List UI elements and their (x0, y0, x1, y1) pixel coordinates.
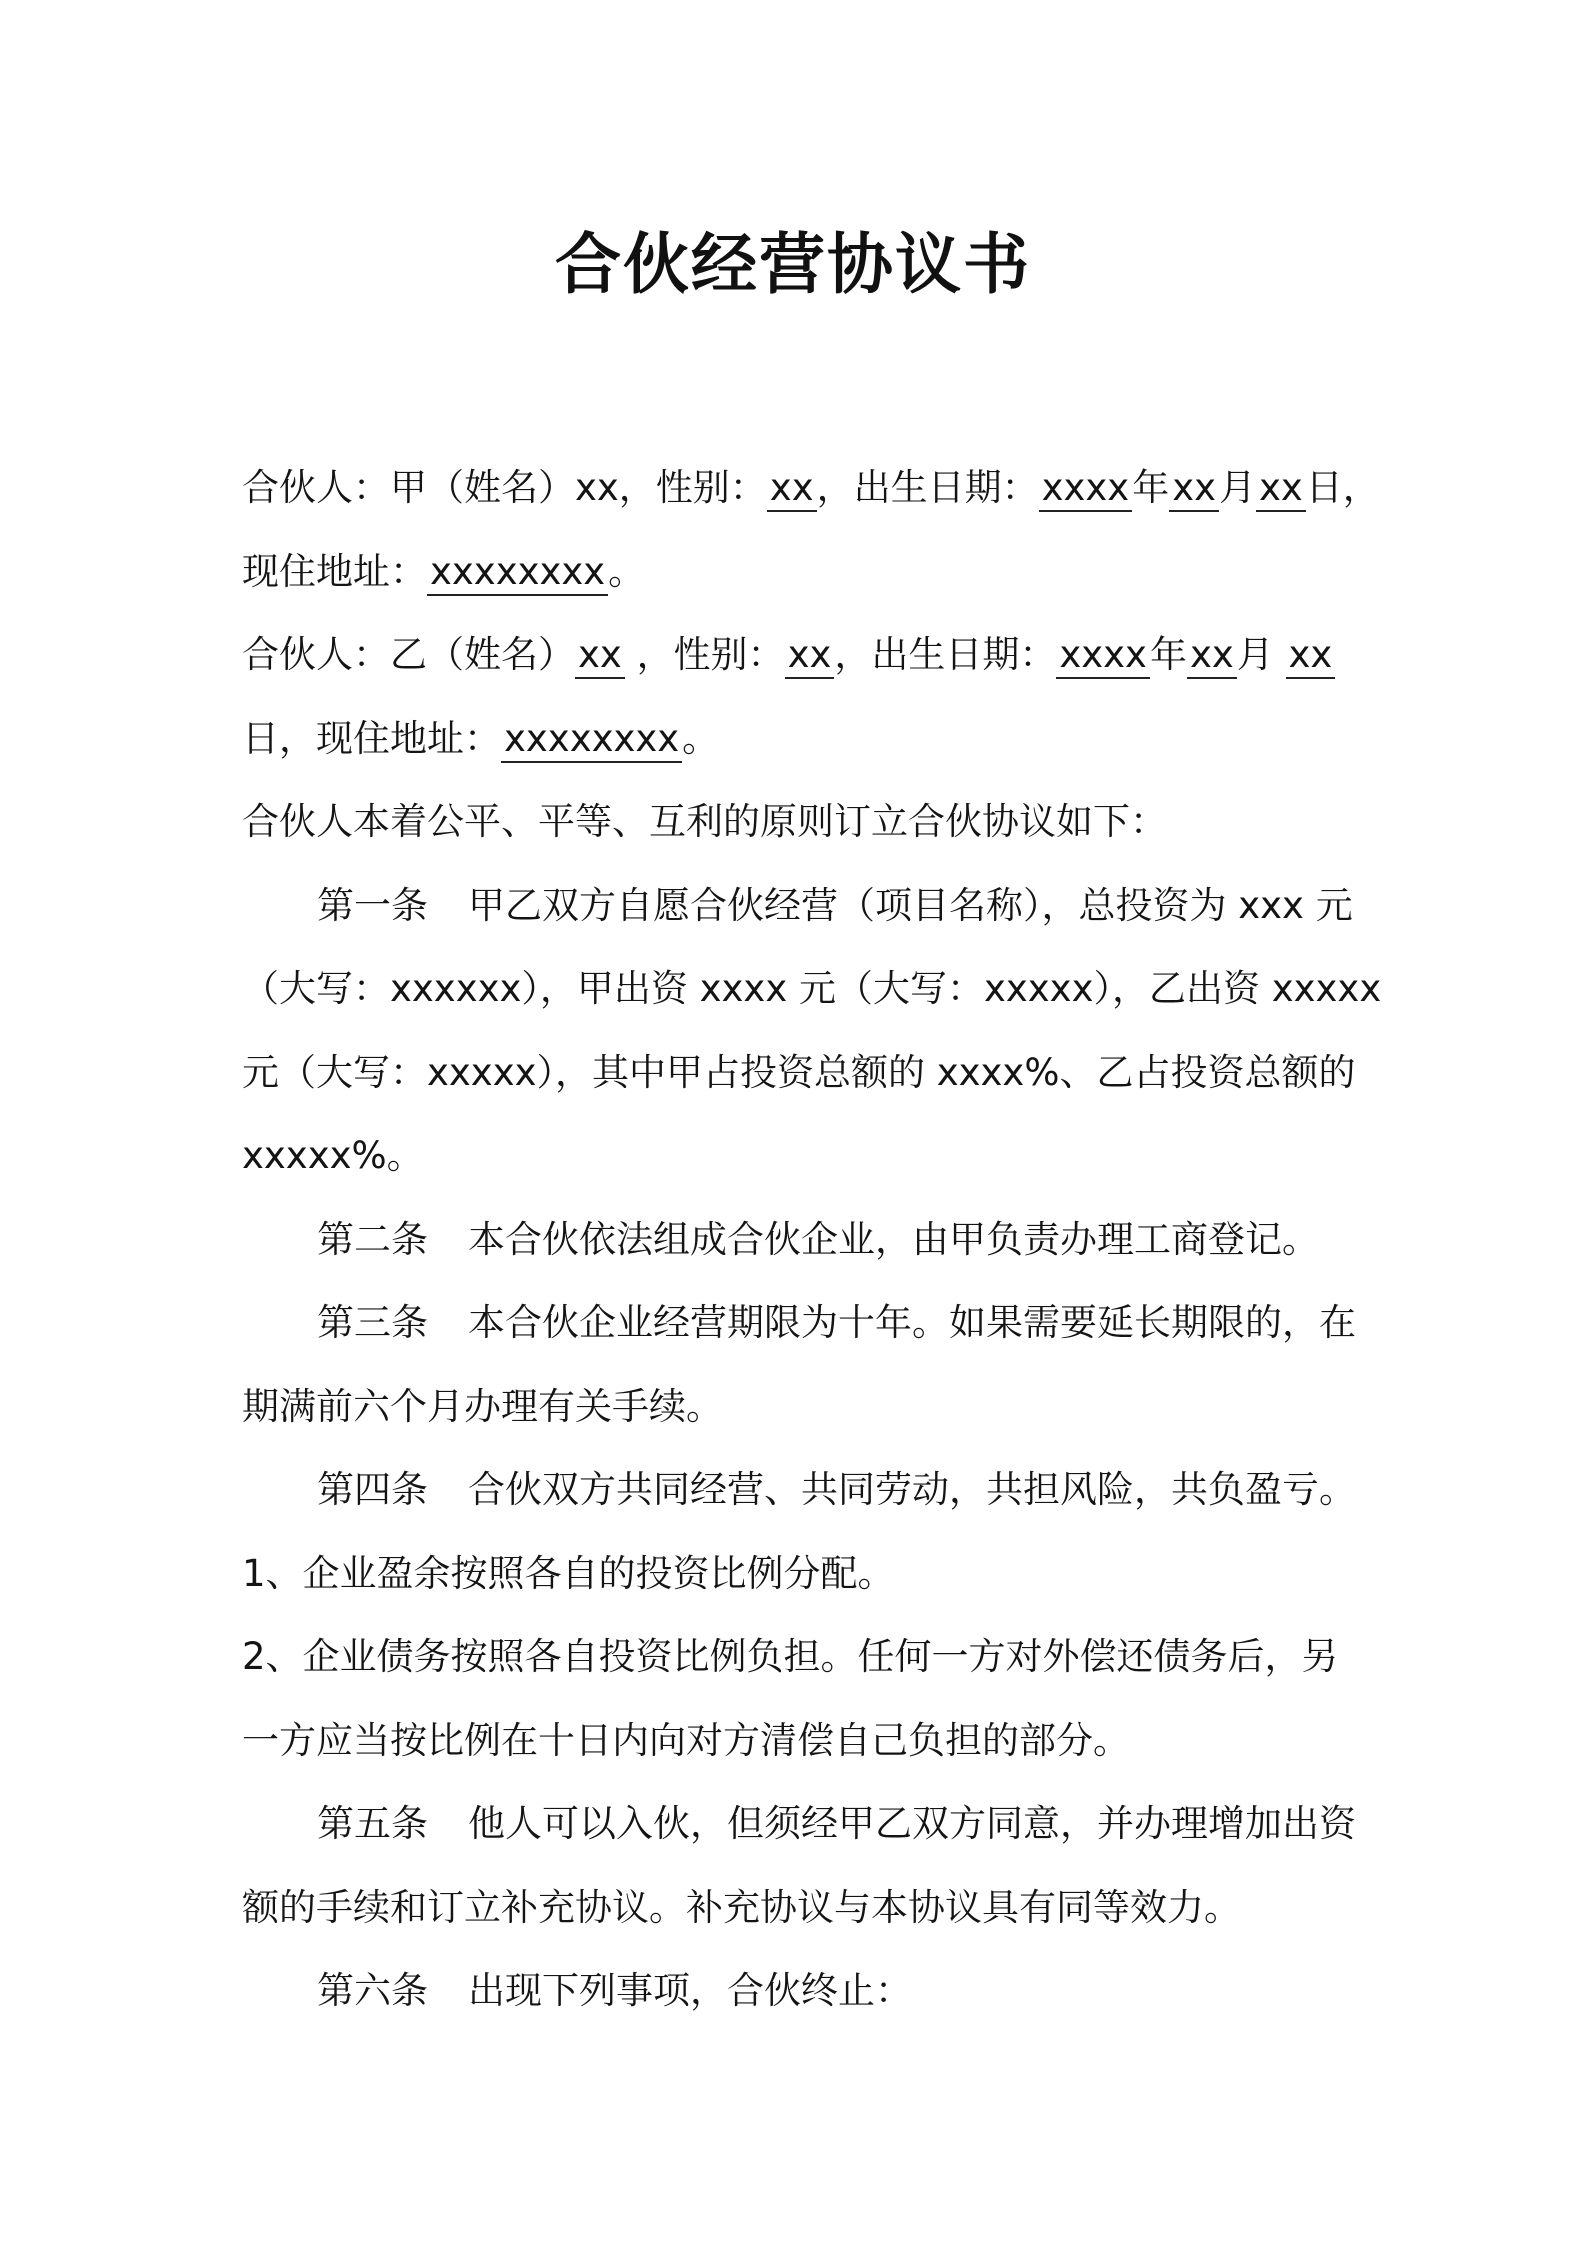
article-4-item-1: 1、企业盈余按照各自的投资比例分配。 (242, 1551, 895, 1595)
partner-a-birth-month: xx (1169, 466, 1219, 512)
partner-b-line-2 (242, 697, 1352, 781)
article-1-label: 第一条 (317, 883, 428, 927)
article-4-line-1 (242, 1448, 1356, 1532)
partner-b-month-unit: 月 (1236, 633, 1274, 676)
article-4-item-2-line-1: 2、企业债务按照各自投资比例负担。任何一方对外偿还债务后，另 (242, 1635, 1339, 1678)
article-4-label: 第四条 (317, 1468, 428, 1511)
partner-b-gender: xx (785, 633, 835, 679)
partner-b-address-end: 。 (682, 716, 720, 760)
partner-b-intro: 合伙人：乙（姓名） (242, 633, 575, 676)
partner-a-day-unit: 日， (1305, 466, 1380, 509)
article-1-line-1 (242, 864, 1352, 948)
article-3-text-1: 本合伙企业经营期限为十年。如果需要延长期限的，在 (468, 1301, 1356, 1344)
partner-a-intro: 合伙人：甲（姓名）xx，性别： (242, 466, 767, 509)
document-title: 合伙经营协议书 (555, 226, 1031, 303)
article-6-text: 出现下列事项，合伙终止： (468, 1969, 912, 2012)
article-3-label: 第三条 (317, 1301, 428, 1344)
article-6-line-1 (242, 1949, 1352, 2033)
partner-b-address: xxxxxxxx (501, 717, 682, 763)
partner-b-gender-label: ，性别： (636, 633, 785, 676)
partner-b-birth-month: xx (1187, 633, 1237, 679)
partner-a-line-2 (242, 530, 1352, 614)
article-5-line-2: 额的手续和订立补充协议。补充协议与本协议具有同等效力。 (242, 1885, 1241, 1929)
article-5-line-1 (242, 1782, 1356, 1866)
article-3-line-2: 期满前六个月办理有关手续。 (242, 1384, 723, 1428)
partner-b-year-unit: 年 (1149, 633, 1187, 676)
partner-a-line-1 (242, 446, 1380, 530)
article-1-text-1: 甲乙双方自愿合伙经营（项目名称），总投资为 xxx 元 (468, 883, 1353, 927)
partner-a-birth-label: ，出生日期： (816, 466, 1039, 509)
partner-b-birth-year: xxxx (1056, 633, 1150, 679)
partner-b-birth-label: ，出生日期： (834, 633, 1057, 676)
partner-a-birth-day: xx (1256, 466, 1306, 512)
article-3-line-1 (242, 1281, 1356, 1365)
document-body (242, 446, 1382, 2033)
partner-a-month-unit: 月 (1218, 466, 1256, 509)
article-2-text: 本合伙依法组成合伙企业，由甲负责办理工商登记。 (468, 1217, 1319, 1261)
partner-a-address-end: 。 (608, 549, 646, 593)
article-1-line-2: （大写：xxxxxx），甲出资 xxxx 元（大写：xxxxx），乙出资 xxxxx (242, 967, 1382, 1010)
article-5-label: 第五条 (317, 1802, 428, 1845)
partner-b-birth-day: xx (1286, 633, 1336, 679)
article-1-line-4: xxxxx%。 (242, 1134, 424, 1177)
partner-b-line-1 (242, 613, 1352, 697)
article-2-line-1 (242, 1198, 1352, 1282)
partner-a-address-label: 现住地址： (242, 549, 427, 593)
partner-a-year-unit: 年 (1132, 466, 1170, 509)
partner-a-address: xxxxxxxx (427, 550, 608, 596)
partner-b-address-label: 日，现住地址： (242, 716, 501, 760)
agreement-intro: 合伙人本着公平、平等、互利的原则订立合伙协议如下： (242, 800, 1167, 843)
article-5-text-1: 他人可以入伙，但须经甲乙双方同意，并办理增加出资 (468, 1802, 1356, 1845)
article-4-item-2-line-2: 一方应当按比例在十日内向对方清偿自己负担的部分。 (242, 1718, 1130, 1762)
partner-b-name: xx (575, 633, 625, 679)
article-4-text: 合伙双方共同经营、共同劳动，共担风险，共负盈亏。 (468, 1468, 1356, 1511)
partner-a-gender: xx (767, 466, 817, 512)
article-1-line-3: 元（大写：xxxxx），其中甲占投资总额的 xxxx%、乙占投资总额的 (242, 1050, 1356, 1094)
article-2-label: 第二条 (317, 1217, 428, 1261)
partner-a-birth-year: xxxx (1039, 466, 1133, 512)
article-6-label: 第六条 (317, 1969, 428, 2012)
